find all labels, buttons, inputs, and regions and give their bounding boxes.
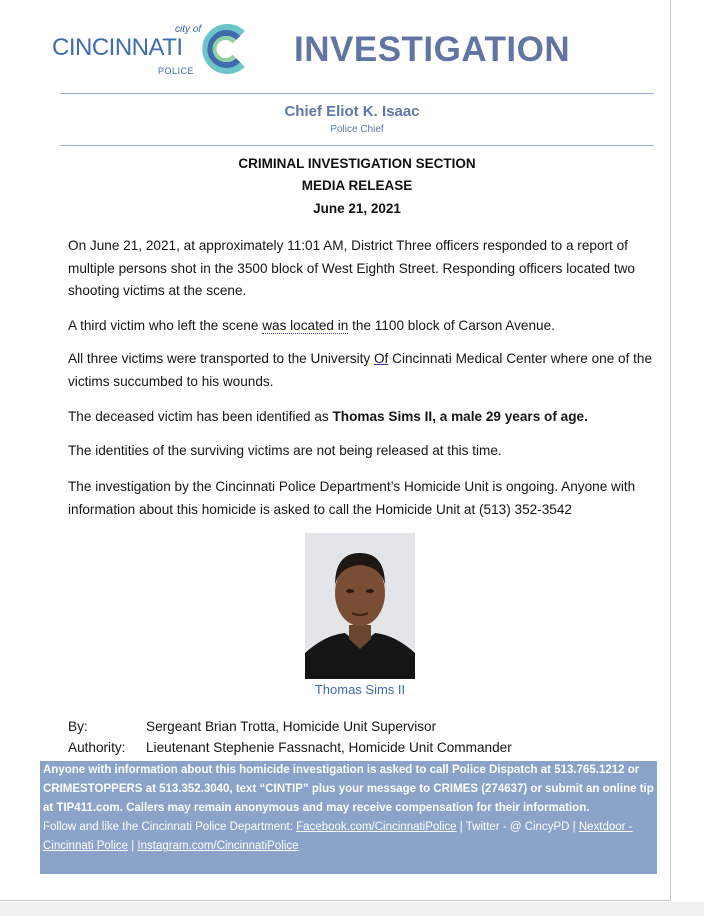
tip-footer	[40, 761, 657, 874]
section-heading: CRIMINAL INVESTIGATION SECTION	[238, 156, 476, 171]
paragraph-deceased: The deceased victim has been identified as Thomas Sims II, a male 29 years of age.	[68, 409, 588, 424]
logo-city-name: CINCINNATI	[52, 34, 183, 61]
page-title: INVESTIGATION	[294, 30, 571, 69]
photo-caption: Thomas Sims II	[314, 682, 406, 697]
credit-by	[68, 719, 436, 734]
divider	[60, 145, 654, 146]
tip-text: Anyone with information about this homicide investigation is asked to call Police Dispatch at 513.765.1212 or CRIMESTOPPERS at 513.352.3040, text “CINTIP” plus your message to CRIMES (274637) or submit an online tip at TIP411.com. Callers may remain anonymous and may receive compensation for their information.	[43, 764, 654, 814]
facebook-link[interactable]: Facebook.com/CincinnatiPolice	[296, 821, 457, 833]
paragraph-transport: All three victims were transported to the University Of Cincinnati Medical Center where one of the victims succumbed to his wounds.	[68, 351, 653, 389]
paragraph-third-victim: A third victim who left the scene was located in the 1100 block of Carson Avenue.	[68, 318, 555, 333]
nextdoor-link[interactable]: Nextdoor - Cincinnati Police	[43, 821, 633, 852]
chief-title: Police Chief	[330, 124, 384, 135]
paragraph-surviving: The identities of the surviving victims are not being released at this time.	[68, 443, 502, 458]
cincinnati-police-logo	[52, 24, 252, 80]
release-date: June 21, 2021	[313, 201, 401, 216]
logo-city-of: city of	[175, 24, 202, 35]
cincinnati-c-logo-icon	[198, 22, 252, 76]
logo-police: POLICE	[158, 66, 195, 76]
credit-label: Authority:	[68, 740, 126, 755]
paragraph-incident: On June 21, 2021, at approximately 11:01 AM, District Three officers responded to a report of multiple persons shot in the 3500 block of West Eighth Street. Responding officers located two shooting victims at the scene.	[68, 238, 635, 298]
credit-authority	[68, 740, 512, 755]
victim-identity: Thomas Sims II, a male 29 years of age.	[332, 409, 588, 424]
viewer-background	[0, 902, 704, 916]
credit-value: Lieutenant Stephenie Fassnacht, Homicide Unit Commander	[146, 740, 512, 755]
grammar-mark: Of	[373, 351, 389, 366]
chief-name: Chief Eliot K. Isaac	[284, 103, 420, 120]
release-type: MEDIA RELEASE	[301, 178, 413, 193]
victim-photo	[305, 533, 415, 679]
grammar-mark: was located in	[262, 318, 349, 333]
credit-value: Sergeant Brian Trotta, Homicide Unit Supervisor	[146, 719, 437, 734]
instagram-link[interactable]: Instagram.com/CincinnatiPolice	[137, 840, 299, 852]
divider	[60, 93, 654, 94]
paragraph-investigation: The investigation by the Cincinnati Police Department’s Homicide Unit is ongoing. Anyone with information about this homicide is asked to call the Homicide Unit at (513) 352-3542	[68, 479, 636, 517]
social-links: Follow and like the Cincinnati Police Department: Facebook.com/CincinnatiPolice | Twitter - @ CincyPD | Nextdoor - Cincinnati Police | Instagram.com/CincinnatiPolice	[43, 821, 633, 852]
credit-label: By:	[68, 719, 88, 734]
